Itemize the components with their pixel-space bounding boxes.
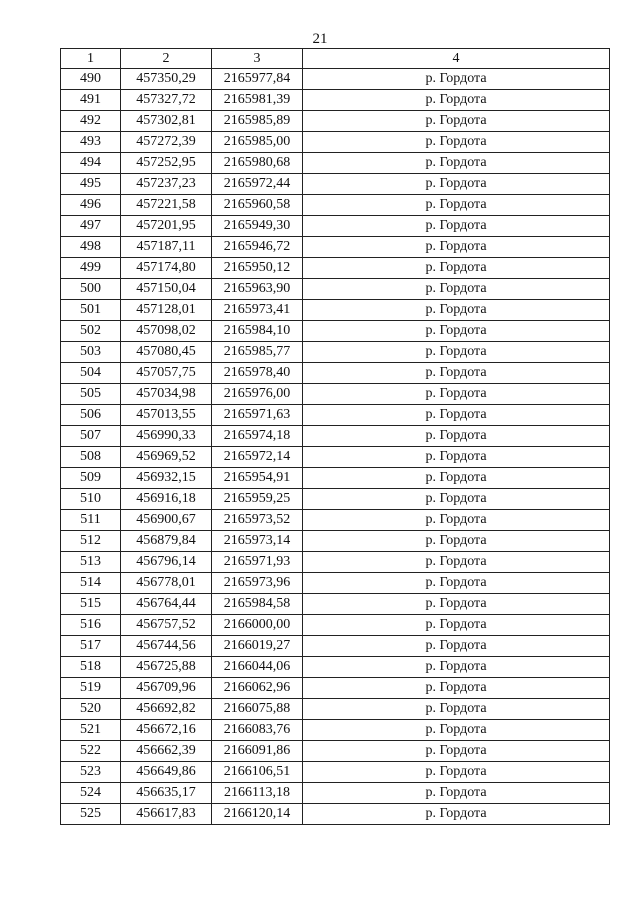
cell-point-number: 495 <box>61 174 121 195</box>
cell-y-coordinate: 2165973,52 <box>212 510 303 531</box>
cell-x-coordinate: 456709,96 <box>121 678 212 699</box>
cell-point-number: 497 <box>61 216 121 237</box>
cell-y-coordinate: 2165954,91 <box>212 468 303 489</box>
column-header-description: 4 <box>303 49 610 69</box>
cell-point-number: 490 <box>61 69 121 90</box>
cell-point-number: 502 <box>61 321 121 342</box>
cell-description: р. Гордота <box>303 489 610 510</box>
table-row <box>61 678 610 699</box>
cell-description: р. Гордота <box>303 258 610 279</box>
cell-y-coordinate: 2165963,90 <box>212 279 303 300</box>
cell-point-number: 523 <box>61 762 121 783</box>
cell-point-number: 507 <box>61 426 121 447</box>
cell-description: р. Гордота <box>303 153 610 174</box>
cell-y-coordinate: 2165960,58 <box>212 195 303 216</box>
cell-y-coordinate: 2165985,00 <box>212 132 303 153</box>
cell-x-coordinate: 456617,83 <box>121 804 212 825</box>
cell-point-number: 503 <box>61 342 121 363</box>
column-header-point-number: 1 <box>61 49 121 69</box>
cell-x-coordinate: 456778,01 <box>121 573 212 594</box>
cell-y-coordinate: 2165972,44 <box>212 174 303 195</box>
cell-y-coordinate: 2165981,39 <box>212 90 303 111</box>
cell-y-coordinate: 2165973,96 <box>212 573 303 594</box>
cell-description: р. Гордота <box>303 300 610 321</box>
cell-y-coordinate: 2166044,06 <box>212 657 303 678</box>
cell-x-coordinate: 457327,72 <box>121 90 212 111</box>
cell-y-coordinate: 2165974,18 <box>212 426 303 447</box>
cell-y-coordinate: 2165985,89 <box>212 111 303 132</box>
cell-description: р. Гордота <box>303 447 610 468</box>
table-body <box>61 69 610 825</box>
table-row <box>61 573 610 594</box>
cell-point-number: 516 <box>61 615 121 636</box>
table-row <box>61 279 610 300</box>
cell-y-coordinate: 2166019,27 <box>212 636 303 657</box>
cell-point-number: 508 <box>61 447 121 468</box>
cell-x-coordinate: 457150,04 <box>121 279 212 300</box>
cell-point-number: 517 <box>61 636 121 657</box>
cell-x-coordinate: 457034,98 <box>121 384 212 405</box>
cell-y-coordinate: 2165971,93 <box>212 552 303 573</box>
cell-description: р. Гордота <box>303 363 610 384</box>
cell-x-coordinate: 456635,17 <box>121 783 212 804</box>
cell-description: р. Гордота <box>303 510 610 531</box>
cell-x-coordinate: 456662,39 <box>121 741 212 762</box>
table-row <box>61 258 610 279</box>
cell-point-number: 519 <box>61 678 121 699</box>
cell-x-coordinate: 457252,95 <box>121 153 212 174</box>
cell-description: р. Гордота <box>303 426 610 447</box>
cell-point-number: 513 <box>61 552 121 573</box>
cell-y-coordinate: 2166106,51 <box>212 762 303 783</box>
cell-point-number: 522 <box>61 741 121 762</box>
cell-y-coordinate: 2165976,00 <box>212 384 303 405</box>
cell-description: р. Гордота <box>303 741 610 762</box>
cell-y-coordinate: 2166113,18 <box>212 783 303 804</box>
cell-x-coordinate: 457221,58 <box>121 195 212 216</box>
table-row <box>61 468 610 489</box>
cell-y-coordinate: 2166120,14 <box>212 804 303 825</box>
table-header-row <box>61 49 610 69</box>
table-row <box>61 342 610 363</box>
table-row <box>61 657 610 678</box>
cell-y-coordinate: 2165972,14 <box>212 447 303 468</box>
cell-description: р. Гордота <box>303 657 610 678</box>
table-row <box>61 531 610 552</box>
cell-y-coordinate: 2165978,40 <box>212 363 303 384</box>
cell-description: р. Гордота <box>303 783 610 804</box>
column-header-y-coordinate: 3 <box>212 49 303 69</box>
cell-x-coordinate: 456990,33 <box>121 426 212 447</box>
table-row <box>61 636 610 657</box>
cell-x-coordinate: 456764,44 <box>121 594 212 615</box>
coordinates-table <box>60 48 610 825</box>
table-row <box>61 594 610 615</box>
cell-x-coordinate: 456744,56 <box>121 636 212 657</box>
table-row <box>61 111 610 132</box>
cell-point-number: 521 <box>61 720 121 741</box>
cell-y-coordinate: 2165985,77 <box>212 342 303 363</box>
column-header-x-coordinate: 2 <box>121 49 212 69</box>
cell-point-number: 504 <box>61 363 121 384</box>
page-number: 21 <box>312 31 328 47</box>
cell-x-coordinate: 456916,18 <box>121 489 212 510</box>
cell-description: р. Гордота <box>303 594 610 615</box>
cell-description: р. Гордота <box>303 132 610 153</box>
table-row <box>61 762 610 783</box>
cell-point-number: 515 <box>61 594 121 615</box>
cell-description: р. Гордота <box>303 678 610 699</box>
cell-description: р. Гордота <box>303 405 610 426</box>
cell-x-coordinate: 456969,52 <box>121 447 212 468</box>
cell-x-coordinate: 456757,52 <box>121 615 212 636</box>
cell-x-coordinate: 457237,23 <box>121 174 212 195</box>
cell-x-coordinate: 457187,11 <box>121 237 212 258</box>
table-row <box>61 90 610 111</box>
cell-description: р. Гордота <box>303 762 610 783</box>
table-row <box>61 720 610 741</box>
table-row <box>61 195 610 216</box>
table-row <box>61 132 610 153</box>
cell-description: р. Гордота <box>303 279 610 300</box>
cell-description: р. Гордота <box>303 216 610 237</box>
cell-y-coordinate: 2165977,84 <box>212 69 303 90</box>
cell-x-coordinate: 457201,95 <box>121 216 212 237</box>
cell-point-number: 510 <box>61 489 121 510</box>
cell-point-number: 520 <box>61 699 121 720</box>
cell-x-coordinate: 456932,15 <box>121 468 212 489</box>
table-row <box>61 69 610 90</box>
cell-x-coordinate: 457350,29 <box>121 69 212 90</box>
cell-y-coordinate: 2165946,72 <box>212 237 303 258</box>
cell-description: р. Гордота <box>303 636 610 657</box>
cell-y-coordinate: 2165971,63 <box>212 405 303 426</box>
cell-x-coordinate: 456672,16 <box>121 720 212 741</box>
cell-point-number: 506 <box>61 405 121 426</box>
table-row <box>61 552 610 573</box>
table-row <box>61 405 610 426</box>
cell-point-number: 512 <box>61 531 121 552</box>
cell-point-number: 499 <box>61 258 121 279</box>
cell-description: р. Гордота <box>303 720 610 741</box>
cell-x-coordinate: 457174,80 <box>121 258 212 279</box>
cell-y-coordinate: 2165950,12 <box>212 258 303 279</box>
cell-x-coordinate: 457302,81 <box>121 111 212 132</box>
cell-point-number: 500 <box>61 279 121 300</box>
table-row <box>61 363 610 384</box>
cell-y-coordinate: 2165973,14 <box>212 531 303 552</box>
cell-point-number: 496 <box>61 195 121 216</box>
cell-x-coordinate: 457128,01 <box>121 300 212 321</box>
cell-point-number: 525 <box>61 804 121 825</box>
table-row <box>61 489 610 510</box>
table-row <box>61 174 610 195</box>
cell-description: р. Гордота <box>303 804 610 825</box>
cell-description: р. Гордота <box>303 384 610 405</box>
cell-y-coordinate: 2166083,76 <box>212 720 303 741</box>
table-row <box>61 153 610 174</box>
cell-x-coordinate: 456649,86 <box>121 762 212 783</box>
cell-description: р. Гордота <box>303 615 610 636</box>
table-row <box>61 699 610 720</box>
cell-point-number: 494 <box>61 153 121 174</box>
cell-y-coordinate: 2165949,30 <box>212 216 303 237</box>
table-row <box>61 510 610 531</box>
table-row <box>61 216 610 237</box>
cell-y-coordinate: 2165980,68 <box>212 153 303 174</box>
cell-point-number: 511 <box>61 510 121 531</box>
cell-point-number: 505 <box>61 384 121 405</box>
cell-point-number: 524 <box>61 783 121 804</box>
table-row <box>61 447 610 468</box>
cell-y-coordinate: 2166075,88 <box>212 699 303 720</box>
cell-point-number: 514 <box>61 573 121 594</box>
cell-point-number: 492 <box>61 111 121 132</box>
cell-y-coordinate: 2166091,86 <box>212 741 303 762</box>
cell-x-coordinate: 457057,75 <box>121 363 212 384</box>
cell-y-coordinate: 2165984,58 <box>212 594 303 615</box>
cell-y-coordinate: 2165973,41 <box>212 300 303 321</box>
cell-x-coordinate: 456725,88 <box>121 657 212 678</box>
cell-y-coordinate: 2165984,10 <box>212 321 303 342</box>
cell-point-number: 493 <box>61 132 121 153</box>
cell-x-coordinate: 456796,14 <box>121 552 212 573</box>
table-row <box>61 426 610 447</box>
cell-description: р. Гордота <box>303 573 610 594</box>
table-row <box>61 741 610 762</box>
table-row <box>61 300 610 321</box>
cell-description: р. Гордота <box>303 195 610 216</box>
table-row <box>61 615 610 636</box>
cell-y-coordinate: 2165959,25 <box>212 489 303 510</box>
cell-x-coordinate: 456900,67 <box>121 510 212 531</box>
cell-x-coordinate: 456879,84 <box>121 531 212 552</box>
cell-point-number: 491 <box>61 90 121 111</box>
cell-point-number: 501 <box>61 300 121 321</box>
cell-x-coordinate: 457098,02 <box>121 321 212 342</box>
table-row <box>61 237 610 258</box>
cell-point-number: 498 <box>61 237 121 258</box>
cell-x-coordinate: 456692,82 <box>121 699 212 720</box>
table-row <box>61 804 610 825</box>
cell-description: р. Гордота <box>303 321 610 342</box>
cell-description: р. Гордота <box>303 174 610 195</box>
cell-point-number: 518 <box>61 657 121 678</box>
cell-description: р. Гордота <box>303 699 610 720</box>
cell-y-coordinate: 2166000,00 <box>212 615 303 636</box>
cell-description: р. Гордота <box>303 531 610 552</box>
cell-description: р. Гордота <box>303 69 610 90</box>
cell-description: р. Гордота <box>303 90 610 111</box>
table-row <box>61 321 610 342</box>
cell-x-coordinate: 457013,55 <box>121 405 212 426</box>
cell-point-number: 509 <box>61 468 121 489</box>
table-row <box>61 384 610 405</box>
cell-description: р. Гордота <box>303 342 610 363</box>
cell-description: р. Гордота <box>303 468 610 489</box>
cell-y-coordinate: 2166062,96 <box>212 678 303 699</box>
cell-x-coordinate: 457272,39 <box>121 132 212 153</box>
cell-description: р. Гордота <box>303 111 610 132</box>
table-row <box>61 783 610 804</box>
cell-description: р. Гордота <box>303 237 610 258</box>
cell-x-coordinate: 457080,45 <box>121 342 212 363</box>
cell-description: р. Гордота <box>303 552 610 573</box>
